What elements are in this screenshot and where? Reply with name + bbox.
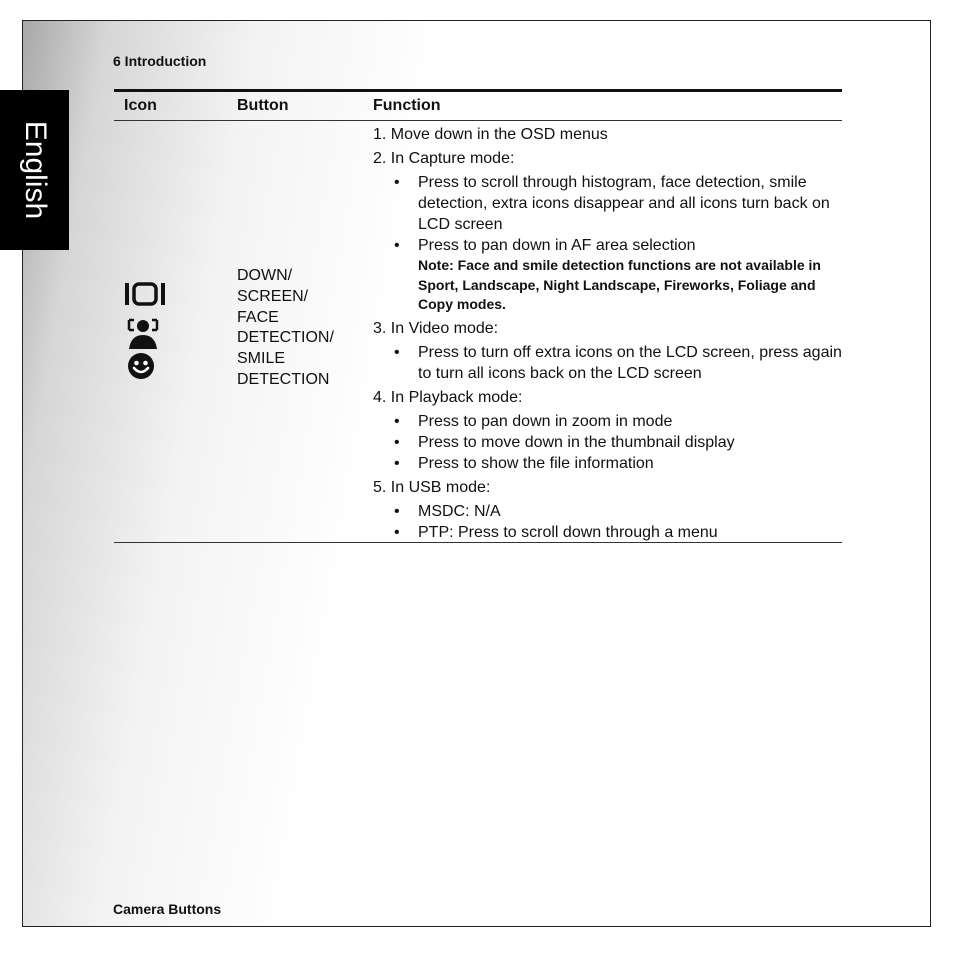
function-title: 1. Move down in the OSD menus <box>373 126 608 143</box>
bullet-list <box>373 342 843 384</box>
list-item: • MSDC: N/A <box>394 502 501 520</box>
list-item: • Press to scroll through histogram, face detection, smile detection, extra icons disappear and all icons turn back on LCD screen <box>394 174 830 233</box>
function-item <box>373 477 843 543</box>
list-item: • Press to pan down in zoom in mode <box>394 412 673 430</box>
page-footer: Camera Buttons <box>113 901 222 917</box>
button-line: DOWN/ <box>237 267 293 284</box>
screen-toggle-icon <box>124 279 168 309</box>
list-item: • Press to move down in the thumbnail display <box>394 433 735 451</box>
button-line: DETECTION/ <box>237 329 334 347</box>
bullet-list <box>373 172 843 256</box>
language-tab <box>0 90 69 250</box>
list-item: • Press to pan down in AF area selection <box>394 237 696 254</box>
page-header: 6 Introduction <box>113 53 207 69</box>
list-item: • Press to turn off extra icons on the LCD screen, press again to turn all icons back on the LCD screen <box>394 343 842 382</box>
list-item: • PTP: Press to scroll down through a menu <box>394 523 718 541</box>
note-text: Note: Face and smile detection functions are not available in Sport, Landscape, Night Landscape, Fireworks, Foliage and Copy modes. <box>418 257 821 312</box>
list-item: • Press to show the file information <box>394 454 654 472</box>
function-table <box>114 89 842 543</box>
face-detection-icon <box>126 317 160 351</box>
button-line: DETECTION <box>237 370 330 388</box>
header-icon: Icon <box>124 97 157 114</box>
function-item <box>373 124 843 145</box>
button-line: FACE <box>237 308 279 326</box>
function-title: 3. In Video mode: <box>373 319 499 337</box>
function-item <box>373 318 843 384</box>
button-line: SMILE <box>237 350 286 368</box>
button-line: SCREEN/ <box>237 287 309 305</box>
function-title: 2. In Capture mode: <box>373 150 515 167</box>
function-cell <box>373 121 843 543</box>
function-title: 4. In Playback mode: <box>373 388 523 406</box>
bullet-list <box>373 411 843 474</box>
header-button: Button <box>237 97 289 114</box>
button-cell <box>237 266 357 391</box>
language-tab-label: English <box>18 120 52 220</box>
function-title: 5. In USB mode: <box>373 478 491 496</box>
table-header-row <box>114 92 842 121</box>
bullet-list <box>373 501 843 543</box>
table-row <box>114 121 842 543</box>
function-item <box>373 148 843 315</box>
header-function: Function <box>373 97 441 114</box>
smile-detection-icon <box>127 352 157 382</box>
icon-cell <box>124 279 174 382</box>
function-item <box>373 387 843 474</box>
